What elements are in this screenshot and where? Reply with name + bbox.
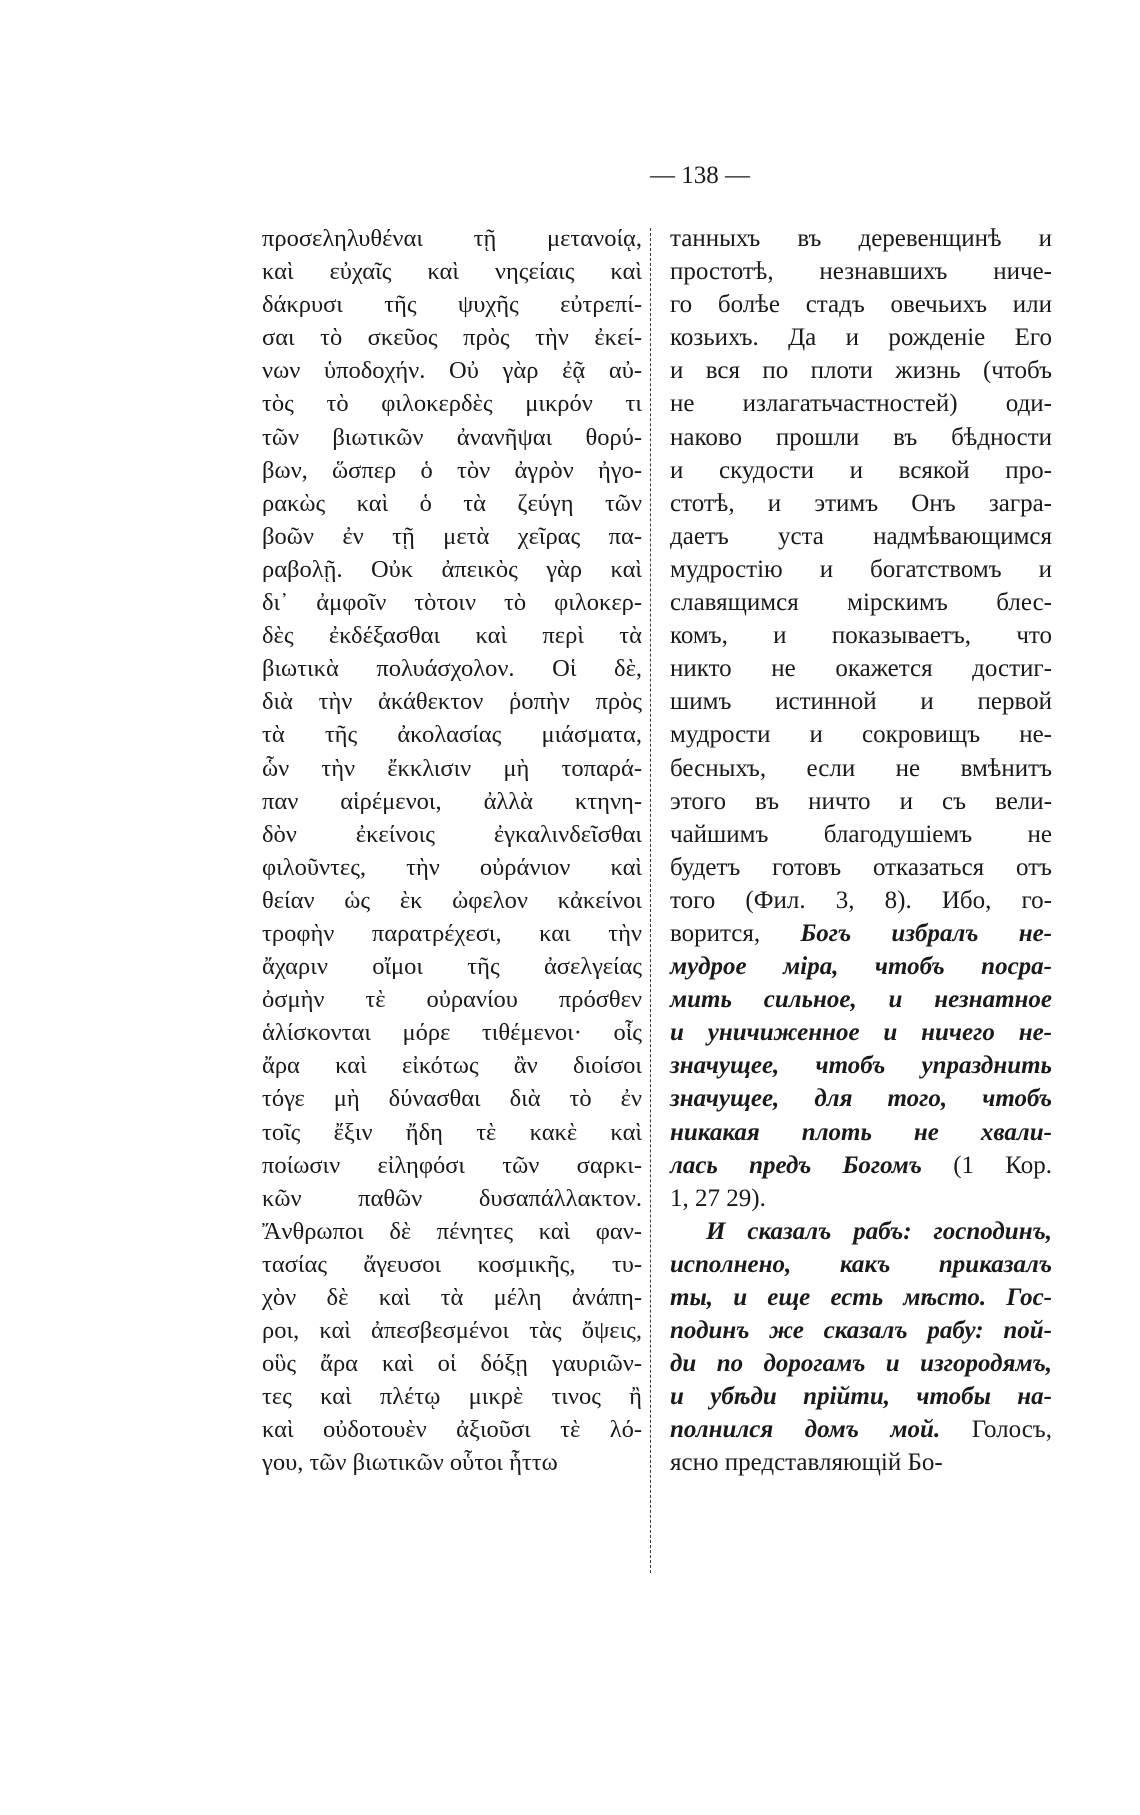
russian-text-line: [670, 818, 1052, 851]
plain-text: этого въ ничто и съ вели-: [670, 787, 1052, 815]
greek-text-line: ἁλίσκονται μόρε τιθέμενοι· οἷς: [262, 1019, 642, 1047]
greek-text-line: τασίας ἄγευσοι κοσμικῆς, τυ-: [262, 1250, 642, 1278]
plain-text: наково прошли въ бѣдности: [670, 423, 1052, 451]
russian-text-line: [670, 1248, 1052, 1281]
russian-text-line: [670, 421, 1052, 454]
plain-text: славящимся мірскимъ блес-: [670, 589, 1052, 617]
greek-text-line: τὸς τὸ φιλοκερδὲς μικρόν τι: [262, 390, 642, 418]
plain-text: будетъ готовъ отказаться отъ: [670, 853, 1052, 881]
plain-text: простотѣ, незнавшихъ ниче-: [670, 258, 1052, 286]
plain-text: стотѣ, и этимъ Онъ загра-: [670, 489, 1052, 517]
russian-text-line: [670, 1016, 1052, 1049]
russian-text-line: [670, 288, 1052, 321]
greek-text-line: παν αἱρέμενοι, ἀλλὰ κτηνη-: [262, 787, 642, 815]
plain-text: никто не окажется достиг-: [670, 655, 1052, 683]
russian-text-line: [670, 1116, 1052, 1149]
greek-text-line: καὶ εὐχαῖς καὶ νηςείαις καὶ: [262, 258, 642, 286]
column-divider: [650, 228, 651, 1573]
plain-text: и скудости и всякой про-: [670, 456, 1052, 484]
italic-quote-text: и убѣди прійти, чтобы на-: [670, 1383, 1052, 1411]
russian-text-line: [670, 222, 1052, 255]
russian-text-line: [670, 487, 1052, 520]
russian-text-line: [670, 1049, 1052, 1082]
russian-text-line: [670, 785, 1052, 818]
russian-text-line: [670, 1347, 1052, 1380]
greek-text-line: δὸν ἐκείνοις ἐγκαλινδεῖσθαι: [262, 820, 642, 848]
greek-text-line: ρακὼς καὶ ὁ τὰ ζεύγη τῶν: [262, 489, 642, 517]
greek-text-line: οὓς ἄρα καὶ οἱ δόξῃ γαυριῶν-: [262, 1350, 642, 1378]
italic-quote-text: ты, и еще есть мѣсто. Гос-: [670, 1284, 1052, 1311]
greek-text-line: τῶν βιωτικῶν ἀνανῆψαι θορύ-: [262, 423, 642, 451]
plain-text: мудрости и сокровищъ не-: [670, 721, 1052, 749]
italic-quote-text: значущее, для того, чтобъ: [670, 1085, 1052, 1113]
greek-text-line: τροφὴν παρατρέχεσι, και τὴν: [262, 919, 642, 947]
russian-text-line: [670, 321, 1052, 354]
italic-quote-text: значущее, чтобъ упразднить: [670, 1052, 1052, 1080]
greek-text-line: ἄχαριν οἴμοι τῆς ἀσελγείας: [262, 953, 642, 981]
greek-text-line: κῶν παθῶν δυσαπάλλακτον.: [262, 1184, 642, 1212]
plain-text: комъ, и показываетъ, что: [670, 622, 1052, 650]
russian-text-line: [670, 1215, 1052, 1248]
russian-text-line: [670, 884, 1052, 917]
italic-quote-text: полнился домъ мой.: [670, 1416, 941, 1444]
russian-text-line: [670, 851, 1052, 884]
plain-text: козьихъ. Да и рожденіе Его: [670, 324, 1052, 352]
greek-text-line: βοῶν ἐν τῇ μετὰ χεῖρας πα-: [262, 522, 642, 550]
greek-text-line: δὲς ἐκδέξασθαι καὶ περὶ τὰ: [262, 622, 642, 650]
plain-text: и вся по плоти жизнь (чтобъ: [670, 357, 1052, 385]
plain-text: ясно представляющій Бо-: [670, 1449, 943, 1477]
italic-quote-text: лась предъ Богомъ: [670, 1151, 922, 1179]
plain-text: (1 Кор.: [921, 1151, 1052, 1179]
plain-text: того (Фил. 3, 8). Ибо, го-: [670, 886, 1052, 914]
russian-text-line: [670, 619, 1052, 652]
russian-text-line: [670, 387, 1052, 420]
russian-text-line: [670, 520, 1052, 553]
italic-quote-text: мить сильное, и незнатное: [670, 986, 1052, 1014]
russian-text-line: [670, 553, 1052, 586]
greek-text-line: ραβολῇ. Οὐκ ἀπεικὸς γὰρ καὶ: [262, 555, 642, 583]
italic-quote-text: мудрое міра, чтобъ посра-: [670, 953, 1052, 981]
russian-text-line: [670, 752, 1052, 785]
greek-text-line: ὀσμὴν τὲ οὐρανίου πρόσθεν: [262, 986, 642, 1014]
plain-text: чайшимъ благодушіемъ не: [670, 820, 1052, 848]
greek-text-line: ὧν τὴν ἔκκλισιν μὴ τοπαρά-: [262, 754, 642, 782]
italic-quote-text: И сказалъ рабъ: господинъ,: [706, 1217, 1052, 1245]
italic-quote-text: Богъ избралъ не-: [800, 919, 1053, 947]
greek-text-line: δι᾽ ἀμφοῖν τὸτοιν τὸ φιλοκερ-: [262, 589, 642, 617]
russian-text-line: [670, 950, 1052, 983]
italic-quote-text: и уничиженное и ничего не-: [670, 1019, 1052, 1047]
greek-text-line: θείαν ὡς ὲκ ὠφελον κἀκείνοι: [262, 886, 642, 914]
italic-quote-text: никакая плоть не хвали-: [670, 1118, 1052, 1146]
greek-text-line: νων ὑποδοχήν. Οὐ γὰρ ἐᾷ αὐ-: [262, 357, 642, 385]
italic-quote-text: ди по дорогамъ и изгородямъ,: [670, 1350, 1052, 1378]
plain-text: мудростію и богатствомъ и: [670, 555, 1052, 583]
plain-text: шимъ истинной и первой: [670, 688, 1052, 716]
greek-text-line: βων, ὥσπερ ὁ τὸν ἀγρὸν ἠγο-: [262, 456, 642, 484]
greek-text-line: βιωτικὰ πολυάσχολον. Οἱ δὲ,: [262, 655, 642, 683]
russian-text-line: [670, 1446, 1052, 1479]
russian-text-line: [670, 983, 1052, 1016]
greek-text-line: ποίωσιν εἰληφόσι τῶν σαρκι-: [262, 1151, 642, 1179]
greek-text-line: προσεληλυθέναι τῇ μετανοίᾳ,: [262, 225, 642, 252]
greek-text-line: ροι, καὶ ἀπεσβεσμένοι τὰς ὄψεις,: [262, 1317, 642, 1345]
russian-text-line: [670, 685, 1052, 718]
russian-text-line: [670, 354, 1052, 387]
russian-text-line: [670, 255, 1052, 288]
russian-text-line: [670, 1082, 1052, 1115]
greek-text-line: Ἄνθρωποι δὲ πένητες καὶ φαν-: [262, 1217, 642, 1245]
greek-text-line: τοῖς ἔξιν ἤδη τὲ κακὲ καὶ: [262, 1118, 642, 1146]
russian-text-line: [670, 652, 1052, 685]
greek-text-line: διὰ τὴν ἀκάθεκτον ῥοπὴν πρὸς: [262, 688, 642, 716]
plain-text: даетъ уста надмѣвающимся: [670, 522, 1052, 550]
russian-text-line: [670, 1314, 1052, 1347]
plain-text: танныхъ въ деревенщинѣ и: [670, 225, 1052, 252]
plain-text: бесныхъ, если не вмѣнитъ: [670, 754, 1052, 782]
greek-text-line: καὶ οὐδοτουὲν ἀξιοῦσι τὲ λό-: [262, 1416, 642, 1444]
russian-column: [670, 222, 1052, 1480]
russian-text-line: [670, 1281, 1052, 1314]
italic-quote-text: исполнено, какъ приказалъ: [670, 1250, 1052, 1278]
russian-text-line: [670, 1182, 1052, 1215]
plain-text: ворится,: [670, 919, 801, 947]
greek-text-line: τόγε μὴ δύνασθαι διὰ τὸ ἐν: [262, 1085, 642, 1113]
plain-text: Голосъ,: [940, 1416, 1052, 1444]
plain-text: не излагатьчастностей) оди-: [670, 390, 1052, 418]
greek-text-line: δάκρυσι τῆς ψυχῆς εὐτρεπί-: [262, 291, 642, 319]
greek-column: [262, 222, 642, 1480]
italic-quote-text: подинъ же сказалъ рабу: пой-: [670, 1317, 1052, 1345]
page-number: — 138 —: [650, 162, 750, 189]
greek-text-line: φιλοῦντες, τὴν οὐράνιον καὶ: [262, 853, 642, 881]
russian-text-line: [670, 718, 1052, 751]
russian-text-line: [670, 1413, 1052, 1446]
plain-text: 1, 27 29).: [670, 1184, 766, 1212]
greek-text-line: ἄρα καὶ εἰκότως ἂν διοίσοι: [262, 1052, 642, 1080]
greek-text-line: τες καὶ πλέτῳ μικρὲ τινος ἢ: [262, 1383, 642, 1411]
greek-text-line: τὰ τῆς ἀκολασίας μιάσματα,: [262, 721, 642, 749]
russian-text-line: [670, 586, 1052, 619]
russian-text-line: [670, 1149, 1052, 1182]
russian-text-line: [670, 1380, 1052, 1413]
greek-text-line: γου, τῶν βιωτικῶν οὗτοι ἧττω: [262, 1449, 558, 1477]
russian-text-line: [670, 917, 1052, 950]
greek-text-line: σαι τὸ σκεῦος πρὸς τὴν ἐκεί-: [262, 324, 642, 352]
greek-text-line: χὸν δὲ καὶ τὰ μέλη ἀνάπη-: [262, 1284, 642, 1311]
russian-text-line: [670, 454, 1052, 487]
plain-text: го болѣе стадъ овечьихъ или: [670, 291, 1052, 319]
